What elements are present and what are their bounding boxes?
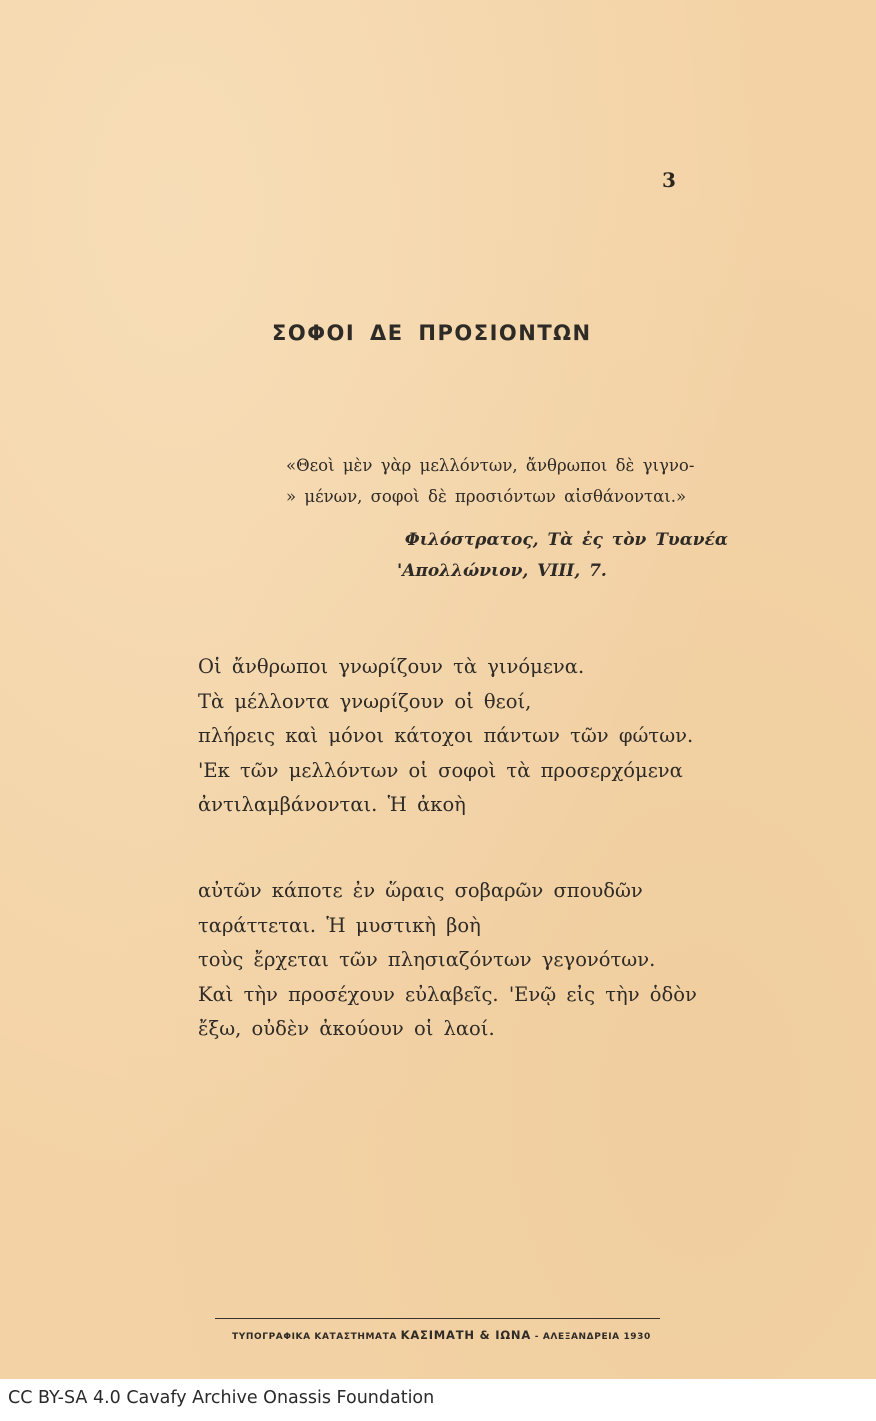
stanza-2 [198,874,697,1047]
attribution-line: 'Απολλώνιον, VIII, 7. [397,561,607,581]
poem-line: Οἱ ἄνθρωποι γνωρίζουν τὰ γινόμενα. [198,655,585,678]
poem-line: πλήρεις καὶ μόνοι κάτοχοι πάντων τῶν φώτων. [198,724,694,747]
imprint-place-year: - ΑΛΕΞΑΝΔΡΕΙΑ 1930 [534,1332,651,1342]
poem-line: ἔξω, οὐδὲν ἀκούουν οἱ λαοί. [198,1017,495,1040]
poem-line: Τὰ μέλλοντα γνωρίζουν οἱ θεοί, [198,689,532,713]
poem-line: 'Εκ τῶν μελλόντων οἱ σοφοὶ τὰ προσερχόμενα [198,758,683,782]
footer-divider [215,1318,660,1319]
stanza-1 [198,650,693,823]
poem-line: ταράττεται. Ἡ μυστικὴ βοὴ [198,913,481,937]
epigraph-quote [286,450,746,512]
poem-line: αὐτῶν κάποτε ἐν ὥραις σοβαρῶν σπουδῶν [198,879,643,902]
imprint-printer-name: ΚΑΣΙΜΑΤΗ & ΙΩΝΑ [400,1328,532,1342]
poem-line: Καὶ τὴν προσέχουν εὐλαβεῖς. 'Ενῷ εἰς τὴν ὁδὸν [198,982,697,1006]
imprint-part: ΤΥΠΟΓΡΑΦΙΚΑ ΚΑΤΑΣΤΗΜΑΤΑ [232,1332,397,1342]
epigraph-line: » μένων, σοφοὶ δὲ προσιόντων αἰσθάνονται.» [286,487,687,506]
page-number: 3 [662,168,676,192]
poem-line: ἀντιλαμβάνονται. Ἡ ἀκοὴ [198,793,466,816]
epigraph-attribution [384,525,728,587]
attribution-line: Φιλόστρατος, Τὰ ἐς τὸν Τυανέα [404,530,728,550]
poem-line: τοὺς ἔρχεται τῶν πλησιαζόντων γεγονότων. [198,948,656,971]
license-credit: CC BY-SA 4.0 Cavafy Archive Onassis Foundation [8,1388,435,1408]
epigraph-line: «Θεοὶ μὲν γὰρ μελλόντων, ἄνθρωποι δὲ γιγνο- [286,456,695,475]
printer-imprint [232,1328,651,1342]
poem-title: ΣΟΦΟΙ ΔΕ ΠΡΟΣΙΟΝΤΩΝ [272,321,592,345]
